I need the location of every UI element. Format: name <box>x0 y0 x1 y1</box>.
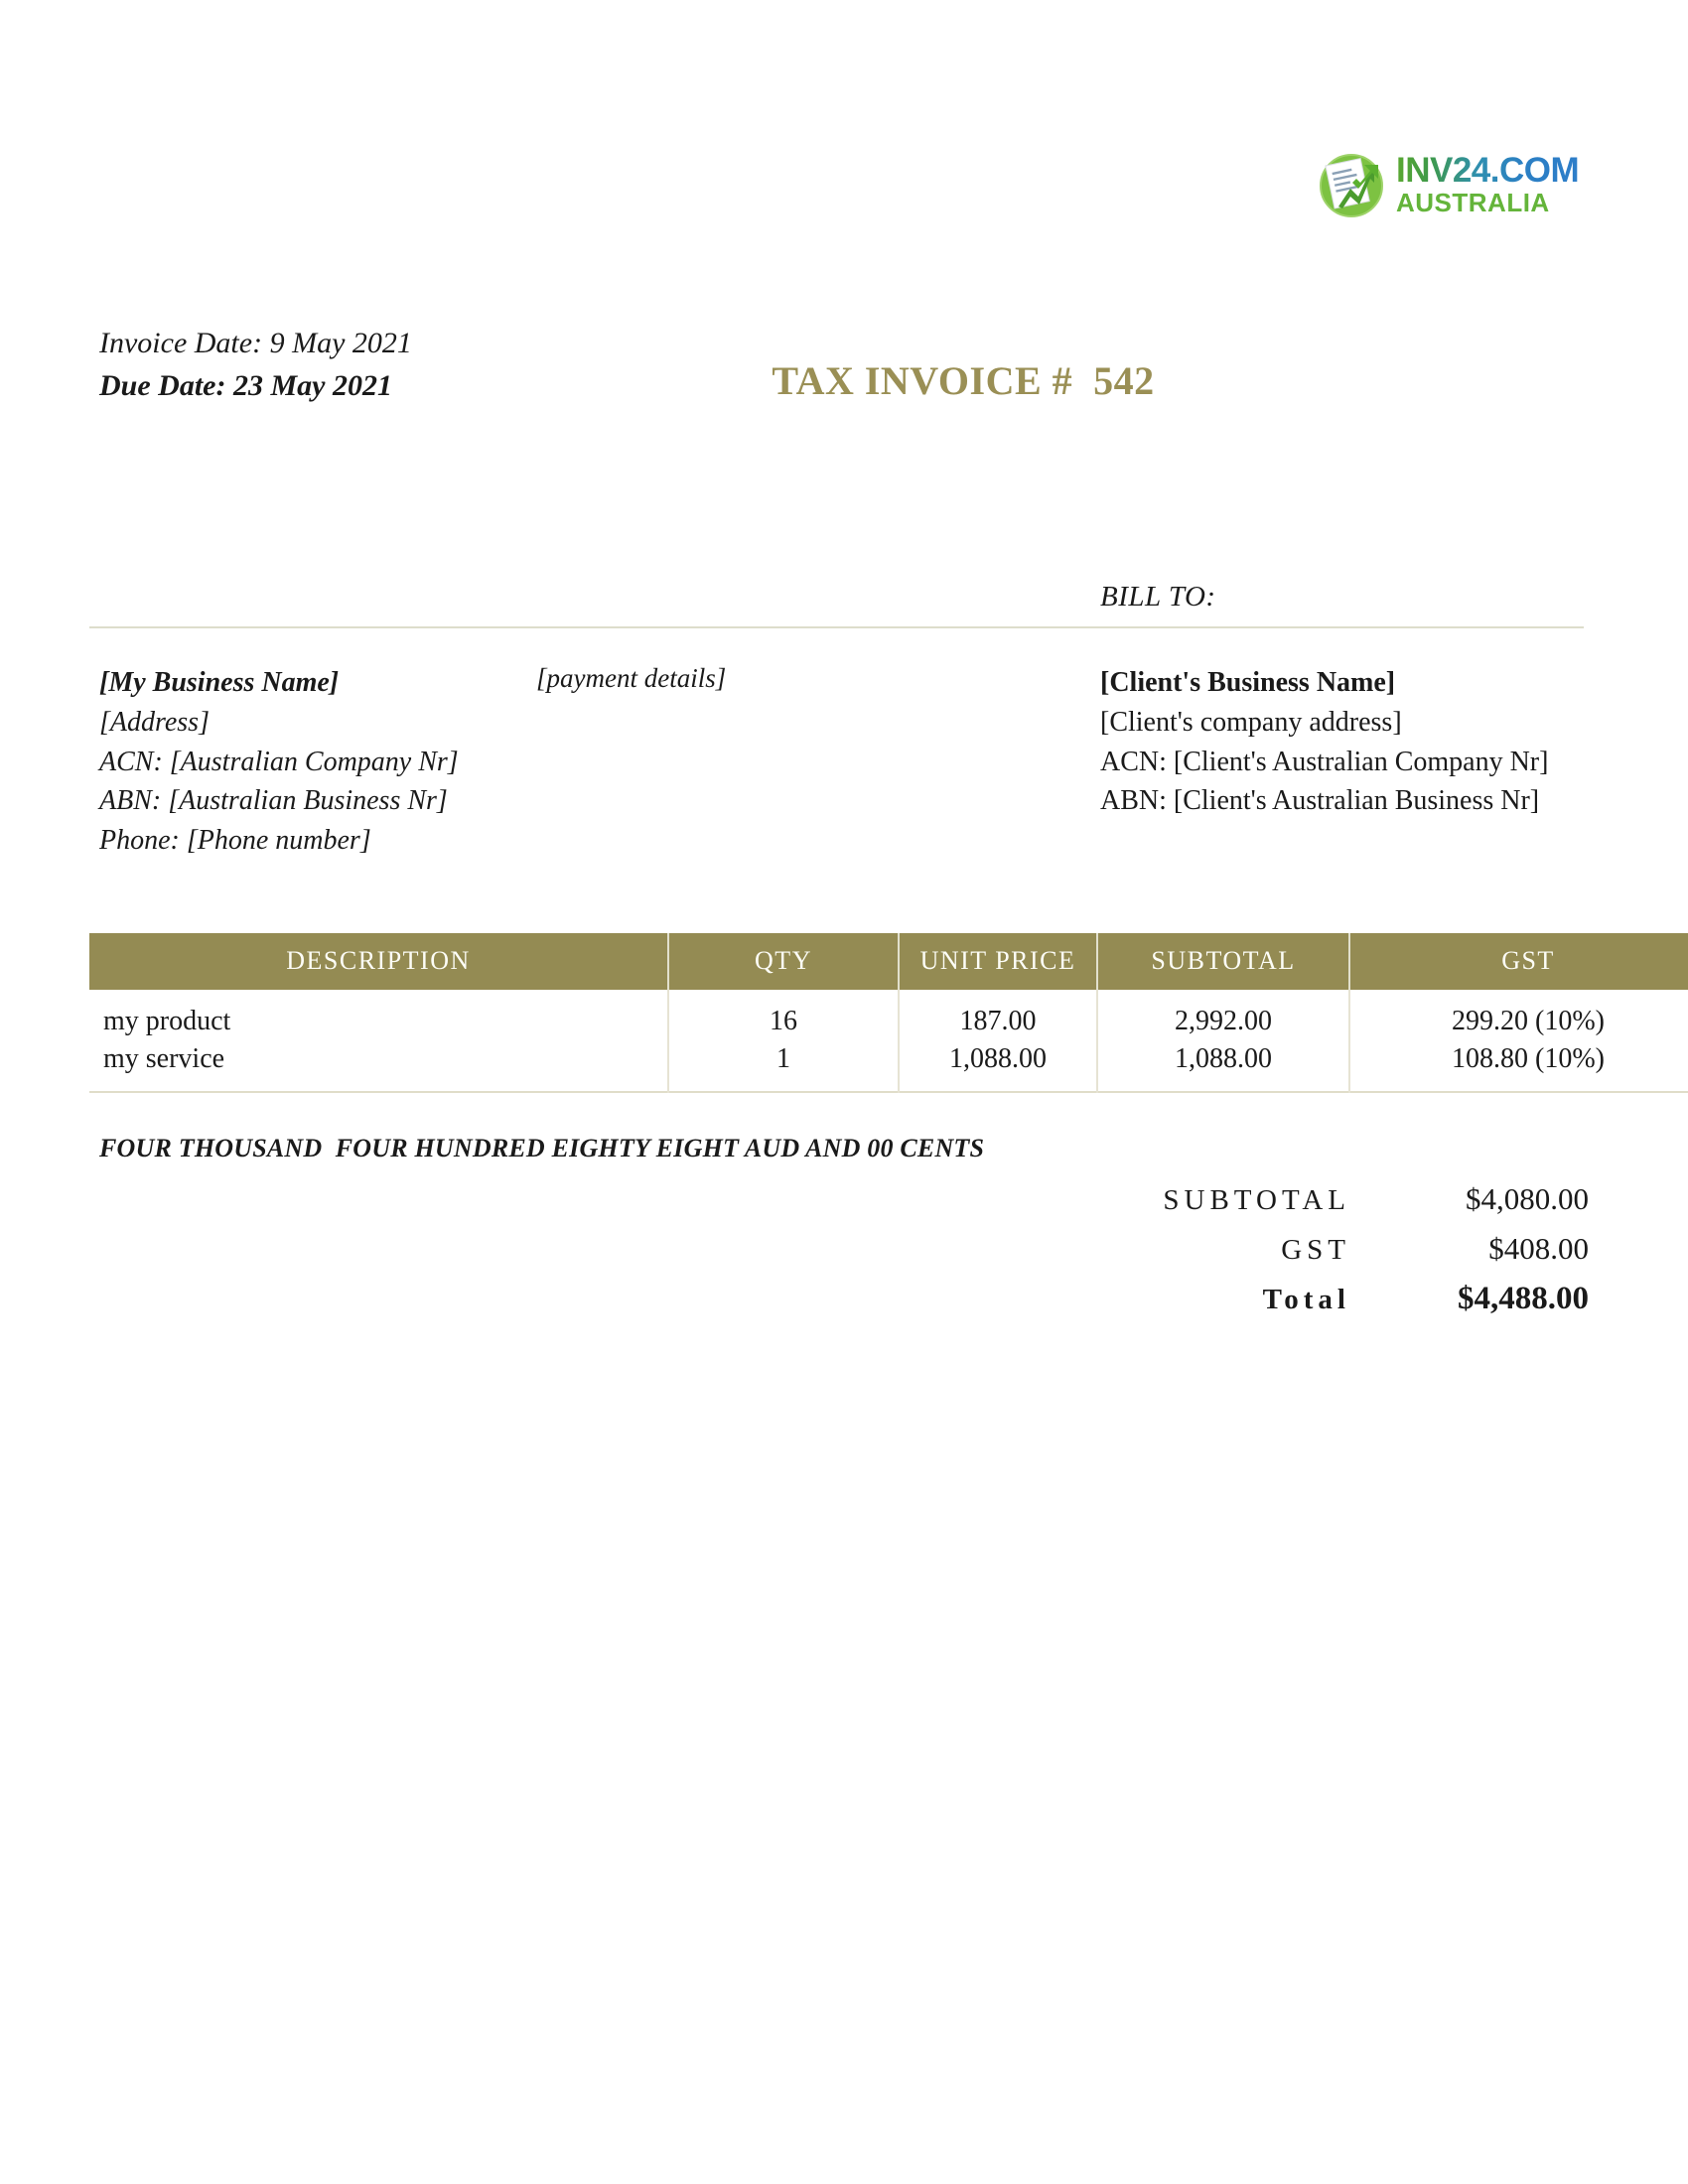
seller-phone: Phone: [Phone number] <box>99 825 371 856</box>
line-items-table <box>89 933 1688 1093</box>
column-header-gst: GST <box>1349 933 1688 990</box>
gst-label: GST <box>1281 1234 1350 1266</box>
seller-details <box>99 663 459 861</box>
seller-address: [Address] <box>99 706 210 738</box>
cell-qty: 1 <box>668 1040 899 1092</box>
table-header-row <box>89 933 1688 990</box>
due-date: Due Date: 23 May 2021 <box>99 368 392 402</box>
total-label: Total <box>1262 1284 1350 1315</box>
inv24-document-arrow-logo-icon <box>1313 145 1390 222</box>
cell-description: my service <box>103 1043 225 1074</box>
totals-block <box>973 1181 1589 1331</box>
cell-unit-price: 187.00 <box>899 990 1097 1040</box>
client-name: [Client's Business Name] <box>1100 667 1396 698</box>
table-row <box>89 1040 1688 1092</box>
invoice-date: Invoice Date: 9 May 2021 <box>99 327 412 359</box>
payment-details: [payment details] <box>536 663 727 693</box>
cell-subtotal: 1,088.00 <box>1097 1040 1349 1092</box>
cell-description: my product <box>103 1006 231 1036</box>
brand-name: INV24.COM <box>1396 150 1580 190</box>
page-title: TAX INVOICE # 542 <box>772 358 1155 403</box>
table-row <box>89 990 1688 1040</box>
cell-unit-price: 1,088.00 <box>899 1040 1097 1092</box>
column-header-subtotal: SUBTOTAL <box>1097 933 1349 990</box>
brand-logo-text <box>1396 150 1580 217</box>
bill-to-label: BILL TO: <box>1100 581 1216 613</box>
subtotal-value: $4,080.00 <box>1466 1181 1589 1216</box>
column-header-qty: QTY <box>668 933 899 990</box>
seller-acn: ACN: [Australian Company Nr] <box>99 746 459 777</box>
invoice-dates <box>99 323 412 407</box>
total-value: $4,488.00 <box>1458 1281 1589 1316</box>
seller-name: [My Business Name] <box>99 667 340 698</box>
brand-logo <box>1313 139 1591 228</box>
cell-gst: 108.80 (10%) <box>1349 1040 1688 1092</box>
client-details <box>1100 663 1548 821</box>
cell-qty: 16 <box>668 990 899 1040</box>
column-header-description: DESCRIPTION <box>89 933 668 990</box>
totals-row-total <box>973 1281 1589 1317</box>
totals-row-gst <box>973 1231 1589 1267</box>
client-acn: ACN: [Client's Australian Company Nr] <box>1100 746 1549 777</box>
line-items-header <box>89 933 1688 990</box>
line-items-body <box>89 990 1688 1092</box>
header-divider <box>89 626 1584 628</box>
brand-country: AUSTRALIA <box>1396 187 1550 217</box>
client-abn: ABN: [Client's Australian Business Nr] <box>1100 785 1540 817</box>
totals-row-subtotal <box>973 1181 1589 1217</box>
seller-abn: ABN: [Australian Business Nr] <box>99 785 448 817</box>
amount-in-words: FOUR THOUSAND FOUR HUNDRED EIGHTY EIGHT AUD AND 00 CENTS <box>99 1134 985 1162</box>
client-address: [Client's company address] <box>1100 706 1402 738</box>
cell-subtotal: 2,992.00 <box>1097 990 1349 1040</box>
subtotal-label: SUBTOTAL <box>1163 1184 1350 1216</box>
cell-gst: 299.20 (10%) <box>1349 990 1688 1040</box>
gst-value: $408.00 <box>1488 1231 1589 1266</box>
column-header-unit-price: UNIT PRICE <box>899 933 1097 990</box>
